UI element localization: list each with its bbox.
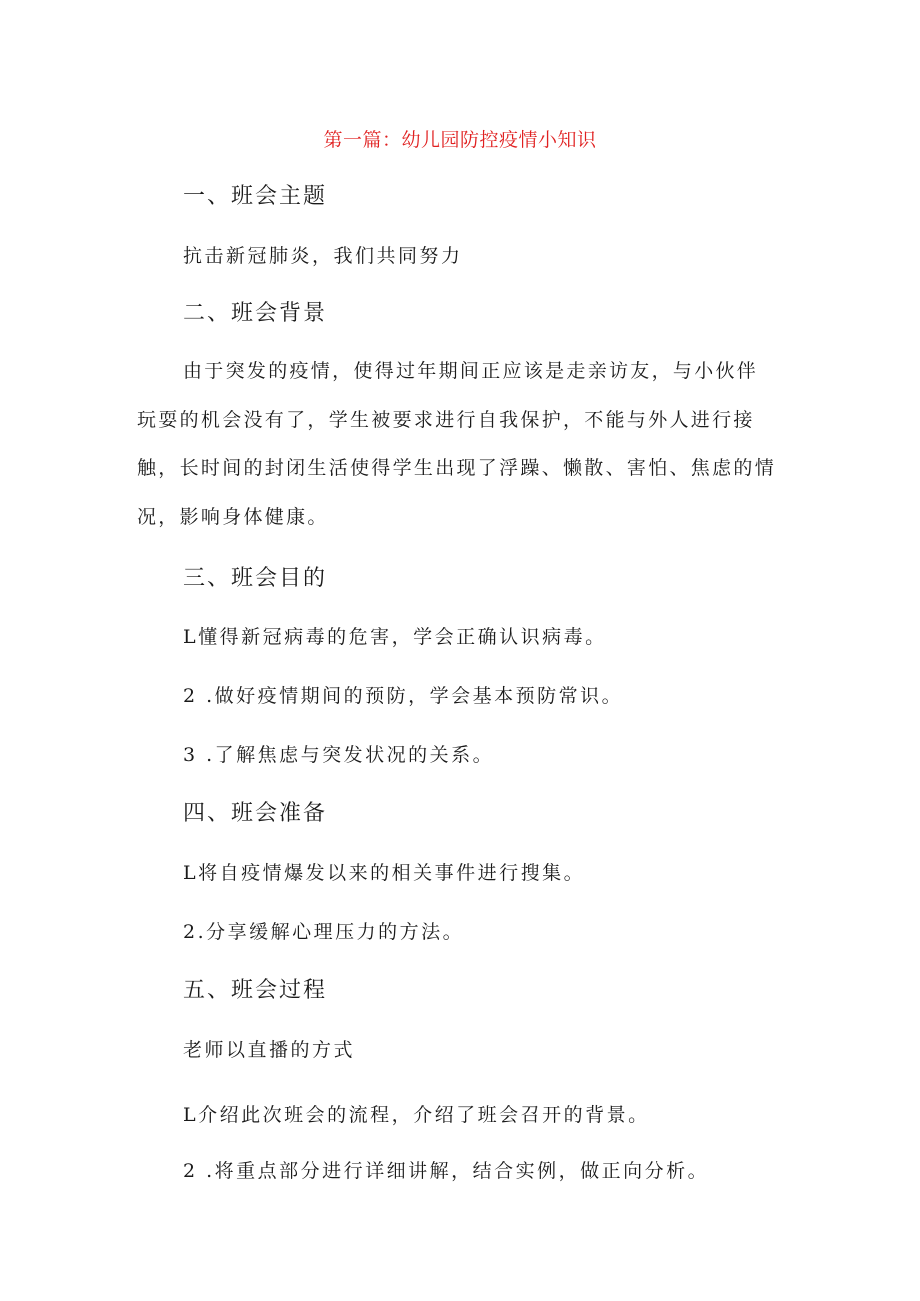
section-heading-process: 五、班会过程 <box>183 978 328 1003</box>
theme-text: 抗击新冠肺炎，我们共同努力 <box>183 245 463 267</box>
section-heading-theme: 一、班会主题 <box>183 184 328 209</box>
section-heading-background: 二、班会背景 <box>183 301 328 326</box>
process-item-2: 2 .将重点部分进行详细讲解，结合实例，做正向分析。 <box>183 1160 710 1182</box>
process-item-1: L介绍此次班会的流程，介绍了班会召开的背景。 <box>183 1104 650 1126</box>
preparation-item-2: 2.分享缓解心理压力的方法。 <box>183 921 465 943</box>
preparation-item-1: L将自疫情爆发以来的相关事件进行搜集。 <box>183 862 586 884</box>
process-text: 老师以直播的方式 <box>183 1039 356 1061</box>
purpose-item-1: L懂得新冠病毒的危害，学会正确认识病毒。 <box>183 626 607 648</box>
purpose-item-3: 3 .了解焦虑与突发状况的关系。 <box>183 744 495 766</box>
section-heading-preparation: 四、班会准备 <box>183 801 328 826</box>
document-title: 第一篇：幼儿园防控疫情小知识 <box>323 129 597 151</box>
background-paragraph: 由于突发的疫情，使得过年期间正应该是走亲访友，与小伙伴玩耍的机会没有了，学生被要求进行自我保护，不能与外人进行接触，长时间的封闭生活使得学生出现了浮躁、懒散、害怕、焦虑的情况，影响身体健康。 <box>137 360 777 528</box>
purpose-item-2: 2 .做好疫情期间的预防，学会基本预防常识。 <box>183 685 624 707</box>
section-heading-purpose: 三、班会目的 <box>183 566 328 591</box>
